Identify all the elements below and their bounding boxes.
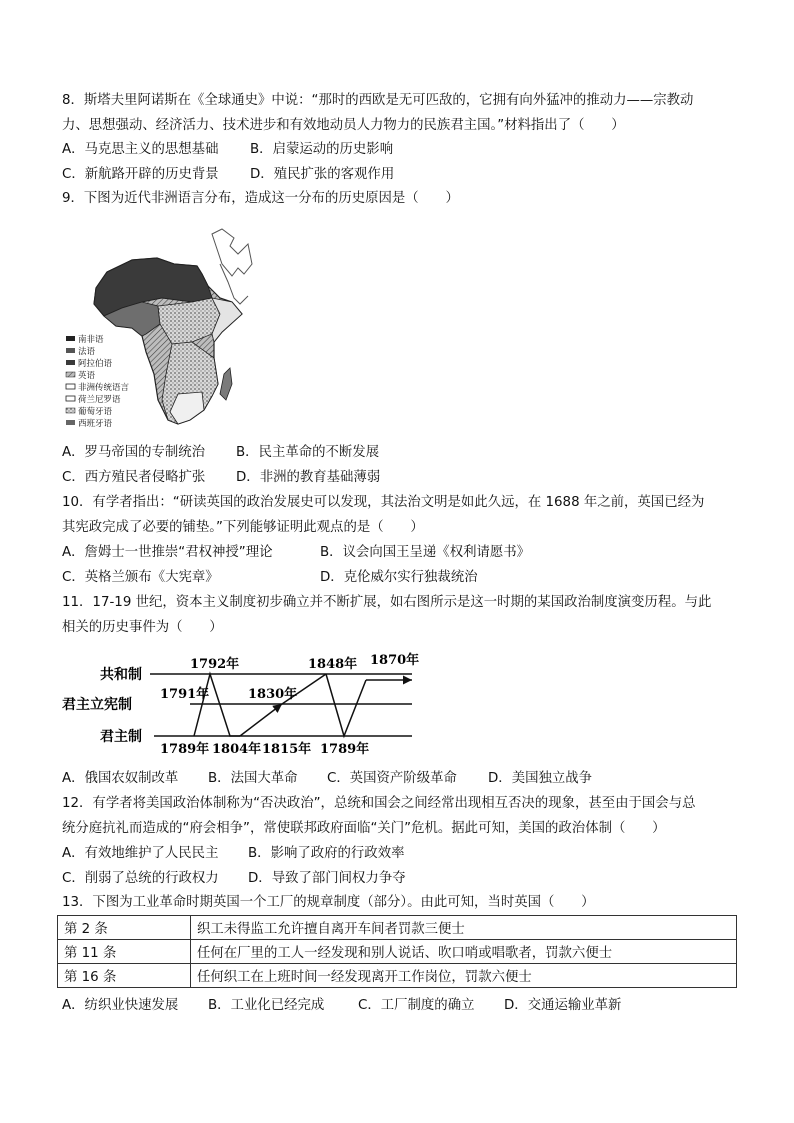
rule-text: 任何织工在上班时间一经发现离开工作岗位，罚款六便士	[191, 964, 737, 988]
q12-options-row1	[62, 845, 662, 863]
q12-option-c[interactable]: C．削弱了总统的行政权力	[62, 871, 219, 886]
q11-option-d[interactable]: D．美国独立战争	[488, 771, 593, 786]
q8-stem-line1: 8．斯塔夫里阿诺斯在《全球通史》中说：“那时的西欧是无可匹敌的，它拥有向外猛冲的推动力——宗教动	[62, 93, 694, 108]
q10-stem-line2: 其宪政完成了必要的铺垫。”下列能够证明此观点的是（ ）	[62, 520, 424, 535]
q12-option-b[interactable]: B．影响了政府的行政效率	[248, 846, 405, 861]
legend-label: 非洲传统语言	[78, 383, 130, 393]
q13-option-d[interactable]: D．交通运输业革新	[504, 998, 622, 1013]
q8-option-d[interactable]: D．殖民扩张的客观作用	[250, 167, 395, 182]
q10-options-row2	[62, 569, 662, 587]
q9-option-c[interactable]: C．西方殖民者侵略扩张	[62, 470, 206, 485]
q11-stem-line2: 相关的历史事件为（ ）	[62, 620, 223, 635]
legend-label: 葡萄牙语	[78, 407, 113, 417]
q13-options-row	[62, 997, 682, 1015]
q9-options-row2	[62, 469, 662, 487]
q9-option-b[interactable]: B．民主革命的不断发展	[236, 445, 380, 460]
q10-option-c[interactable]: C．英格兰颁布《大宪章》	[62, 570, 219, 585]
q11-option-b[interactable]: B．法国大革命	[208, 771, 298, 786]
factory-rules-table	[57, 915, 737, 988]
q11-stem-line1: 11．17-19 世纪，资本主义制度初步确立并不断扩展，如右图所示是这一时期的某国政治制度演变历程。与此	[62, 595, 712, 610]
q8-option-a[interactable]: A．马克思主义的思想基础	[62, 142, 219, 157]
rule-number: 第 16 条	[58, 964, 191, 988]
q9-option-d[interactable]: D．非洲的教育基础薄弱	[236, 470, 381, 485]
political-system-timeline	[62, 650, 422, 760]
q9-stem: 9．下图为近代非洲语言分布，造成这一分布的历史原因是（ ）	[62, 191, 459, 206]
year-label: 1789年	[160, 742, 210, 757]
table-row	[58, 964, 737, 988]
q10-options-row1	[62, 544, 662, 562]
level-label: 共和制	[100, 667, 142, 683]
timeline-arrow	[240, 704, 282, 736]
q12-option-d[interactable]: D．导致了部门间权力争夺	[248, 871, 406, 886]
rule-number: 第 2 条	[58, 916, 191, 940]
legend-label: 阿拉伯语	[78, 359, 113, 369]
rule-text: 任何在厂里的工人一经发现和别人说话、吹口哨或唱歌者，罚款六便士	[191, 940, 737, 964]
rule-text: 织工未得监工允许擅自离开车间者罚款三便士	[191, 916, 737, 940]
year-label: 1792年	[190, 657, 240, 672]
q8-options-row2	[62, 166, 662, 184]
level-label: 君主立宪制	[62, 697, 132, 713]
table-row	[58, 940, 737, 964]
legend-label: 荷兰尼罗语	[78, 395, 121, 405]
q8-option-b[interactable]: B．启蒙运动的历史影响	[250, 142, 394, 157]
legend-label: 英语	[78, 371, 96, 381]
q12-stem-line1: 12．有学者将美国政治体制称为“否决政治”，总统和国会之间经常出现相互否决的现象，甚至由于国会与总	[62, 796, 696, 811]
legend-label: 法语	[78, 347, 96, 357]
q13-option-a[interactable]: A．纺织业快速发展	[62, 998, 179, 1013]
q8-option-c[interactable]: C．新航路开辟的历史背景	[62, 167, 219, 182]
year-label: 1848年	[308, 657, 358, 672]
rule-number: 第 11 条	[58, 940, 191, 964]
timeline-arrow-segment	[326, 674, 366, 736]
legend-label: 西班牙语	[78, 419, 113, 429]
q11-option-c[interactable]: C．英国资产阶级革命	[327, 771, 457, 786]
q11-option-a[interactable]: A．俄国农奴制改革	[62, 771, 179, 786]
year-label: 1804年	[212, 742, 262, 757]
q13-stem: 13．下图为工业革命时期英国一个工厂的规章制度（部分）。由此可知，当时英国（ ）	[62, 895, 595, 910]
year-label: 1815年	[262, 742, 312, 757]
q12-option-a[interactable]: A．有效地维护了人民民主	[62, 846, 219, 861]
q10-option-a[interactable]: A．詹姆士一世推崇“君权神授”理论	[62, 545, 273, 560]
q8-options-row1	[62, 141, 662, 159]
africa-map-image	[62, 224, 262, 442]
table-row	[58, 916, 737, 940]
q13-option-b[interactable]: B．工业化已经完成	[208, 998, 325, 1013]
timeline-arrow-segment	[194, 674, 240, 736]
q10-option-d[interactable]: D．克伦威尔实行独裁统治	[320, 570, 478, 585]
q8-stem-line2: 力、思想强动、经济活力、技术进步和有效地动员人力物力的民族君主国。”材料指出了（ ）	[62, 118, 625, 133]
year-label: 1870年	[370, 653, 420, 668]
q13-option-c[interactable]: C．工厂制度的确立	[358, 998, 475, 1013]
q11-options-row	[62, 770, 682, 788]
africa-language-map	[62, 224, 262, 442]
year-label: 1791年	[160, 687, 210, 702]
level-label: 君主制	[100, 729, 142, 745]
year-label: 1830年	[248, 687, 298, 702]
legend-label: 南非语	[78, 335, 104, 345]
q10-option-b[interactable]: B．议会向国王呈递《权利请愿书》	[320, 545, 531, 560]
q9-option-a[interactable]: A．罗马帝国的专制统治	[62, 445, 206, 460]
q10-stem-line1: 10．有学者指出：“研读英国的政治发展史可以发现，其法治文明是如此久远，在 1688 年之前，英国已经为	[62, 495, 705, 510]
q12-options-row2	[62, 870, 662, 888]
timeline-diagram	[62, 650, 422, 760]
map-legend	[66, 334, 130, 429]
year-label: 1789年	[320, 742, 370, 757]
q9-options-row1	[62, 444, 662, 462]
q12-stem-line2: 统分庭抗礼而造成的“府会相争”，常使联邦政府面临“关门”危机。据此可知，美国的政治体制（ ）	[62, 821, 666, 836]
